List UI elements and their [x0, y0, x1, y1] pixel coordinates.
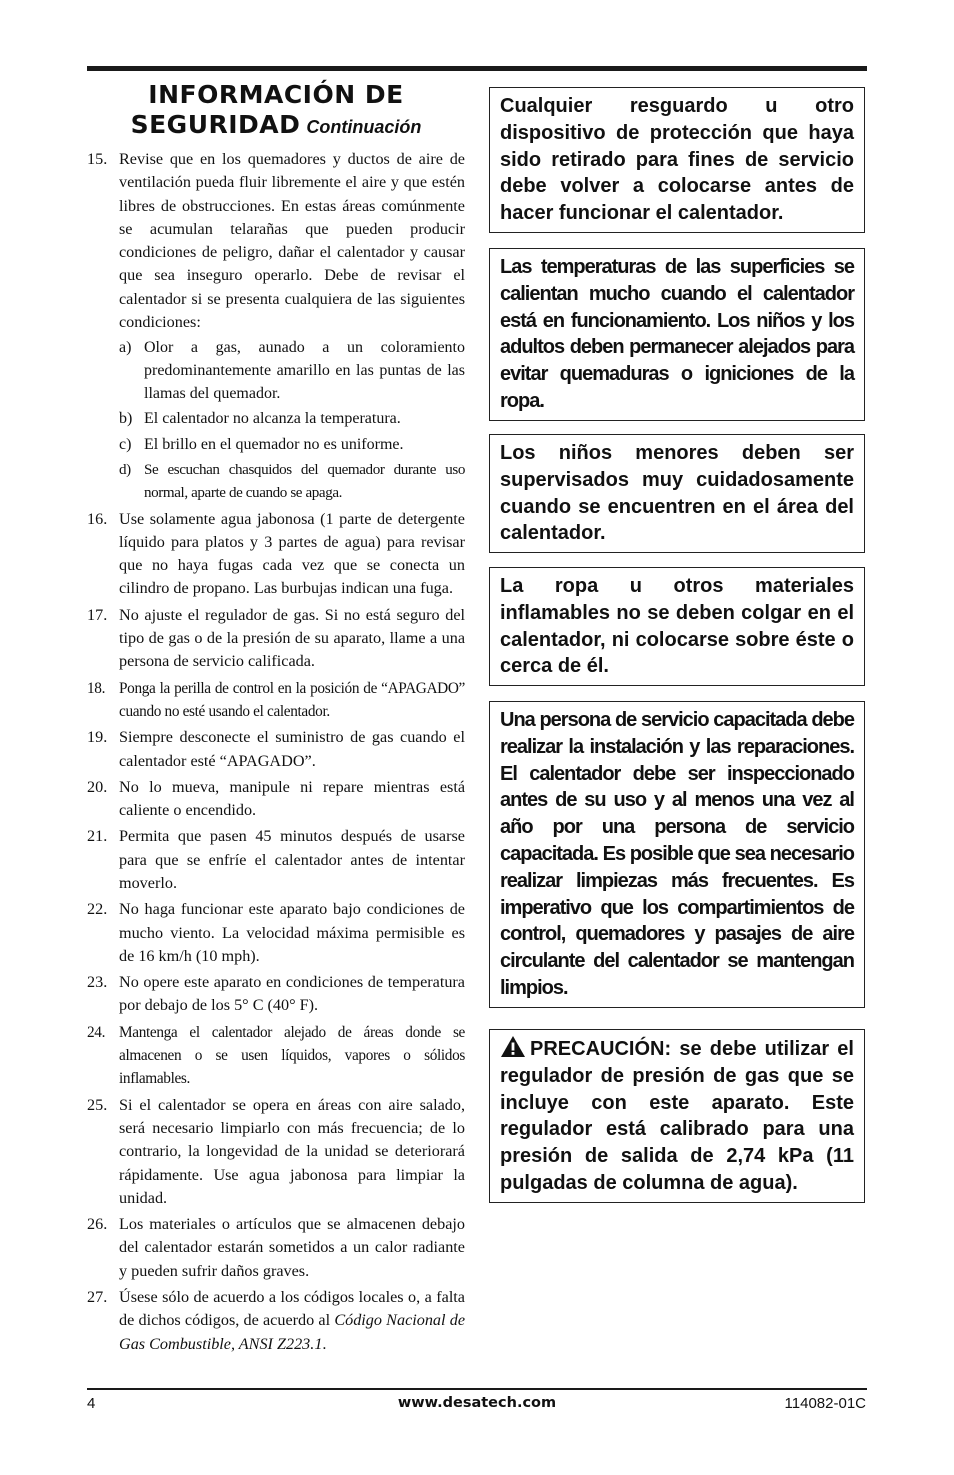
bottom-rule — [87, 1388, 867, 1390]
item-text: Los materiales o artículos que se almacenen debajo del calentador estarán sometidos a un calor radiante y pueden sufrir daños graves. — [119, 1215, 465, 1280]
list-item-18 — [87, 677, 465, 724]
item-number: 19. — [87, 728, 108, 747]
box-text: Las temperaturas de las superficies se calientan mucho cuando el calentador está en funcionamiento. Los niños y los adultos deben permanecer alejados para evitar quemaduras o igniciones de la ropa. — [500, 256, 854, 412]
warning-box-service — [489, 701, 865, 1008]
heading-line2: SEGURIDAD — [130, 110, 301, 139]
item-number: 23. — [87, 973, 108, 992]
caution-label: PRECAUCIÓN: — [530, 1038, 672, 1060]
sub-item-c — [87, 434, 465, 457]
item-text: No haga funcionar este aparato bajo condiciones de mucho viento. La velocidad máxima permisible es de 16 km/h (10 mph). — [119, 900, 465, 965]
item-number: 25. — [87, 1095, 108, 1114]
heading-line1: INFORMACIÓN DE — [148, 80, 404, 109]
sub-item-letter: c) — [119, 435, 132, 453]
sub-item-letter: d) — [119, 462, 131, 479]
code-reference: Código Nacional de Gas Combustible, ANSI Z223.1 — [119, 1311, 465, 1353]
item-number: 27. — [87, 1288, 108, 1307]
box-text: Los niños menores deben ser supervisados muy cuidadosamente cuando se encuentren en el área del calentador. — [500, 442, 854, 545]
sub-item-a — [87, 337, 465, 405]
list-item-16 — [87, 508, 465, 601]
section-heading — [87, 80, 465, 142]
item-text: Úsese sólo de acuerdo a los códigos locales o, a falta de dichos códigos, de acuerdo al — [119, 1288, 465, 1330]
item-text: Si el calentador se opera en áreas con aire salado, será necesario limpiarlo con más frecuencia; de lo contrario, la longevidad de la unidad se deteriorará rápidamente. Use agua jabonosa para limpiar la unidad. — [119, 1095, 465, 1207]
top-rule — [87, 66, 867, 71]
list-item-24 — [87, 1021, 465, 1091]
list-item-26 — [87, 1213, 465, 1283]
sub-item-letter: b) — [119, 410, 133, 428]
safety-list — [87, 148, 465, 1356]
list-item-22 — [87, 898, 465, 968]
sub-item-text: El brillo en el quemador no es uniforme. — [144, 435, 404, 453]
item-text: No opere este aparato en condiciones de temperatura por debajo de los 5° C (40° F). — [119, 973, 465, 1015]
warning-box-guards — [489, 87, 865, 233]
warning-box-temperatures — [489, 248, 865, 421]
list-item-21 — [87, 825, 465, 895]
item-end: . — [322, 1334, 327, 1353]
item-number: 22. — [87, 900, 108, 919]
heading-continued: Continuación — [306, 117, 422, 137]
list-item-27 — [87, 1286, 465, 1356]
item-number: 24. — [87, 1023, 106, 1041]
warning-triangle-icon — [500, 1035, 526, 1058]
document-code: 114082-01C — [784, 1395, 866, 1412]
box-text: Una persona de servicio capacitada debe realizar la instalación y las reparaciones. El calentador debe ser inspeccionado antes de su uso y al menos una vez al año por una persona de servicio capacitada. Es posible que sea necesario realizar limpiezas más frecuentes. Es imperativo que los compartimientos de control, quemadores y pasajes de aire circulante del calentador se mantengan limpios. — [500, 709, 854, 999]
list-item-17 — [87, 604, 465, 674]
left-column — [87, 80, 465, 1359]
warning-box-clothing — [489, 567, 865, 686]
item-text: Permita que pasen 45 minutos después de usarse para que se enfríe el calentador antes de intentar moverlo. — [119, 827, 465, 892]
item-text: Revise que en los quemadores y ductos de aire de ventilación pueda fluir libremente el aire y que estén libres de obstrucciones. En estas áreas comúnmente se acumulan telarañas que pueden producir condiciones de peligro, dañar el calentador y causar que sea inseguro operarlo. Debe de revisar el calentador si se presenta cualquiera de las siguientes condiciones: — [119, 150, 465, 332]
warning-box-children — [489, 434, 865, 553]
page-number: 4 — [87, 1395, 96, 1412]
website-link[interactable]: www.desatech.com — [397, 1395, 557, 1411]
item-text: Ponga la perilla de control en la posición de “APAGADO” cuando no esté usando el calentador. — [119, 679, 465, 720]
item-number: 21. — [87, 827, 108, 846]
sub-item-text: Se escuchan chasquidos del quemador durante uso normal, aparte de cuando se apaga. — [144, 462, 465, 501]
item-text: Siempre desconecte el suministro de gas cuando el calentador esté “APAGADO”. — [119, 728, 465, 770]
box-text: La ropa u otros materiales inflamables no se deben colgar en el calentador, ni colocarse sobre éste o cerca de él. — [500, 575, 854, 678]
list-item-23 — [87, 971, 465, 1018]
list-item-25 — [87, 1094, 465, 1210]
item-text: No lo mueva, manipule ni repare mientras está caliente o encendido. — [119, 777, 465, 820]
item-number: 16. — [87, 509, 108, 528]
list-item-20 — [87, 776, 465, 823]
list-item-19 — [87, 726, 465, 773]
sub-item-text: El calentador no alcanza la temperatura. — [144, 410, 401, 428]
item-number: 15. — [87, 150, 108, 168]
item-text: Use solamente agua jabonosa (1 parte de detergente líquido para platos y 3 partes de agua) para revisar que no haya fugas cada vez que se conecta un cilindro de propano. Las burbujas indican una fuga. — [119, 509, 465, 598]
item-number: 20. — [87, 777, 108, 796]
caution-box — [489, 1029, 865, 1203]
item-number: 18. — [87, 679, 106, 697]
item-text: No ajuste el regulador de gas. Si no está seguro del tipo de gas o de la presión de su aparato, llame a una persona de servicio calificada. — [119, 605, 465, 671]
sub-item-b — [87, 408, 465, 431]
caution-text: se debe utilizar el regulador de presión de gas que se incluye con este aparato. Este regulador está calibrado para una presión de salida de 2,74 kPa (11 pulgadas de columna de agua). — [500, 1038, 854, 1194]
list-item-15 — [87, 148, 465, 334]
sub-item-text: Olor a gas, aunado a un coloramiento predominantemente amarillo en las puntas de las llamas del quemador. — [144, 339, 465, 402]
item-number: 17. — [87, 605, 108, 624]
box-text: Cualquier resguardo u otro dispositivo de protección que haya sido retirado para fines de servicio debe volver a colocarse antes de hacer funcionar el calentador. — [500, 95, 854, 225]
item-number: 26. — [87, 1215, 108, 1234]
sub-item-d — [87, 459, 465, 504]
sub-item-letter: a) — [119, 339, 132, 357]
item-text: Mantenga el calentador alejado de áreas donde se almacenen o se usen líquidos, vapores o sólidos inflamables. — [119, 1023, 465, 1088]
